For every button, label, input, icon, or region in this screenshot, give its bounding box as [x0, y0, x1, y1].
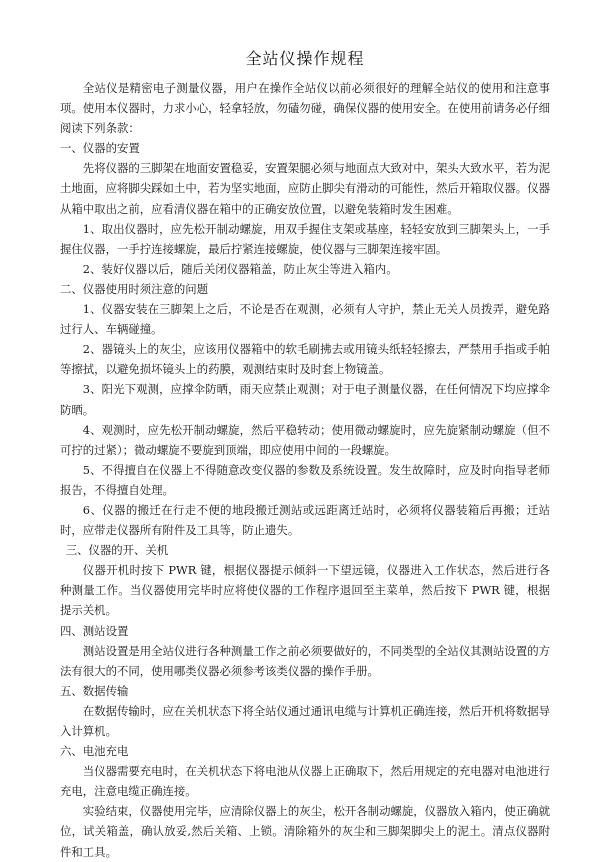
section-2-paragraph-4: 4、观测时，应先松开制动螺旋，然后平稳转动；使用微动螺旋时，应先旋紧制动螺旋（但不可拧的过紧）；微动螺旋不要旋到顶端，即应使用中间的一段螺旋。	[60, 422, 550, 457]
section-1-paragraph-3: 2、装好仪器以后，随后关闭仪器箱盖，防止灰尘等进入箱内。	[82, 261, 398, 276]
document-title: 全站仪操作规程	[245, 49, 365, 68]
section-2-paragraph-1: 1、仪器安装在三脚架上之后，不论是否在观测，必须有人守护，禁止无关人员拨弄，避免路过行人、车辆碰撞。	[60, 302, 550, 337]
section-6-paragraph-1: 当仪器需要充电时，在关机状态下将电池从仪器上正确取下，然后用规定的充电器对电池进行充电，注意电缆正确连接。	[60, 764, 550, 799]
section-heading-4: 四、测站设置	[60, 623, 129, 638]
section-1-paragraph-1: 先将仪器的三脚架在地面安置稳妥，安置架腿必须与地面点大致对中，架头大致水平，若为泥土地面，应将脚尖踩如土中，若为坚实地面，应防止脚尖有滑动的可能性，然后开箱取仪器。仪器从箱中取出之前，应看清仪器在箱中的正确安放位置，以避免装箱时发生困难。	[60, 161, 550, 216]
section-heading-2: 二、仪器使用时须注意的问题	[60, 281, 209, 296]
section-heading-5: 五、数据传输	[60, 683, 129, 698]
document-page	[60, 48, 550, 862]
section-heading-3: 三、仪器的开、关机	[65, 543, 169, 558]
section-1-paragraph-2: 1、取出仪器时，应先松开制动螺旋，用双手握住支架或基座，轻轻安放到三脚架头上，一手握住仪器，一手拧连接螺旋，最后拧紧连接螺旋，使仪器与三脚架连接牢固。	[60, 221, 550, 256]
section-2-paragraph-6: 6、仪器的搬迁在行走不便的地段搬迁测站或远距离迁站时，必须将仪器装箱后再搬；迁站时，应带走仪器所有附件及工具等，防止遗失。	[60, 502, 550, 538]
section-heading-1: 一、仪器的安置	[60, 141, 140, 156]
intro-paragraph: 全站仪是精密电子测量仪器，用户在操作全站仪以前必须很好的理解全站仪的使用和注意事项。使用本仪器时，力求小心，轻拿轻放，勿磕勿碰，确保仪器的使用安全。在使用前请务必仔细阅读下列条款：	[60, 81, 550, 136]
section-heading-6: 六、电池充电	[60, 744, 129, 759]
section-6-paragraph-2: 实验结束，仪器使用完毕，应清除仪器上的灰尘，松开各制动螺旋，仪器放入箱内，使正确就位，试关箱盖，确认放妥,然后关箱、上锁。清除箱外的灰尘和三脚架脚尖上的泥土。清点仪器附件和工具。	[60, 804, 550, 859]
section-3-paragraph-1: 仪器开机时按下 PWR 键，根据仪器提示倾斜一下望远镜，仪器进入工作状态，然后进行各种测量工作。当仪器使用完毕时应将使仪器的工作程序退回至主菜单，然后按下 PWR 键，根据提示关机。	[60, 563, 550, 618]
section-2-paragraph-2: 2、器镜头上的灰尘，应该用仪器箱中的软毛刷拂去或用镜头纸轻轻擦去，严禁用手指或手帕等擦拭，以避免损坏镜头上的药膜，观测结束时及时套上物镜盖。	[60, 342, 550, 377]
section-4-paragraph-1: 测站设置是用全站仪进行各种测量工作之前必须要做好的，不同类型的全站仪其测站设置的方法有很大的不同，使用哪类仪器必须参考该类仪器的操作手册。	[60, 643, 550, 678]
section-2-paragraph-5: 5、不得擅自在仪器上不得随意改变仪器的参数及系统设置。发生故障时，应及时向指导老师报告，不得擅自处理。	[60, 462, 550, 497]
section-2-paragraph-3: 3、阳光下观测，应撑伞防晒，雨天应禁止观测；对于电子测量仪器，在任何情况下均应撑伞防晒。	[60, 382, 550, 417]
section-5-paragraph-1: 在数据传输时，应在关机状态下将全站仪通过通讯电缆与计算机正确连接，然后开机将数据导入计算机。	[60, 703, 550, 738]
